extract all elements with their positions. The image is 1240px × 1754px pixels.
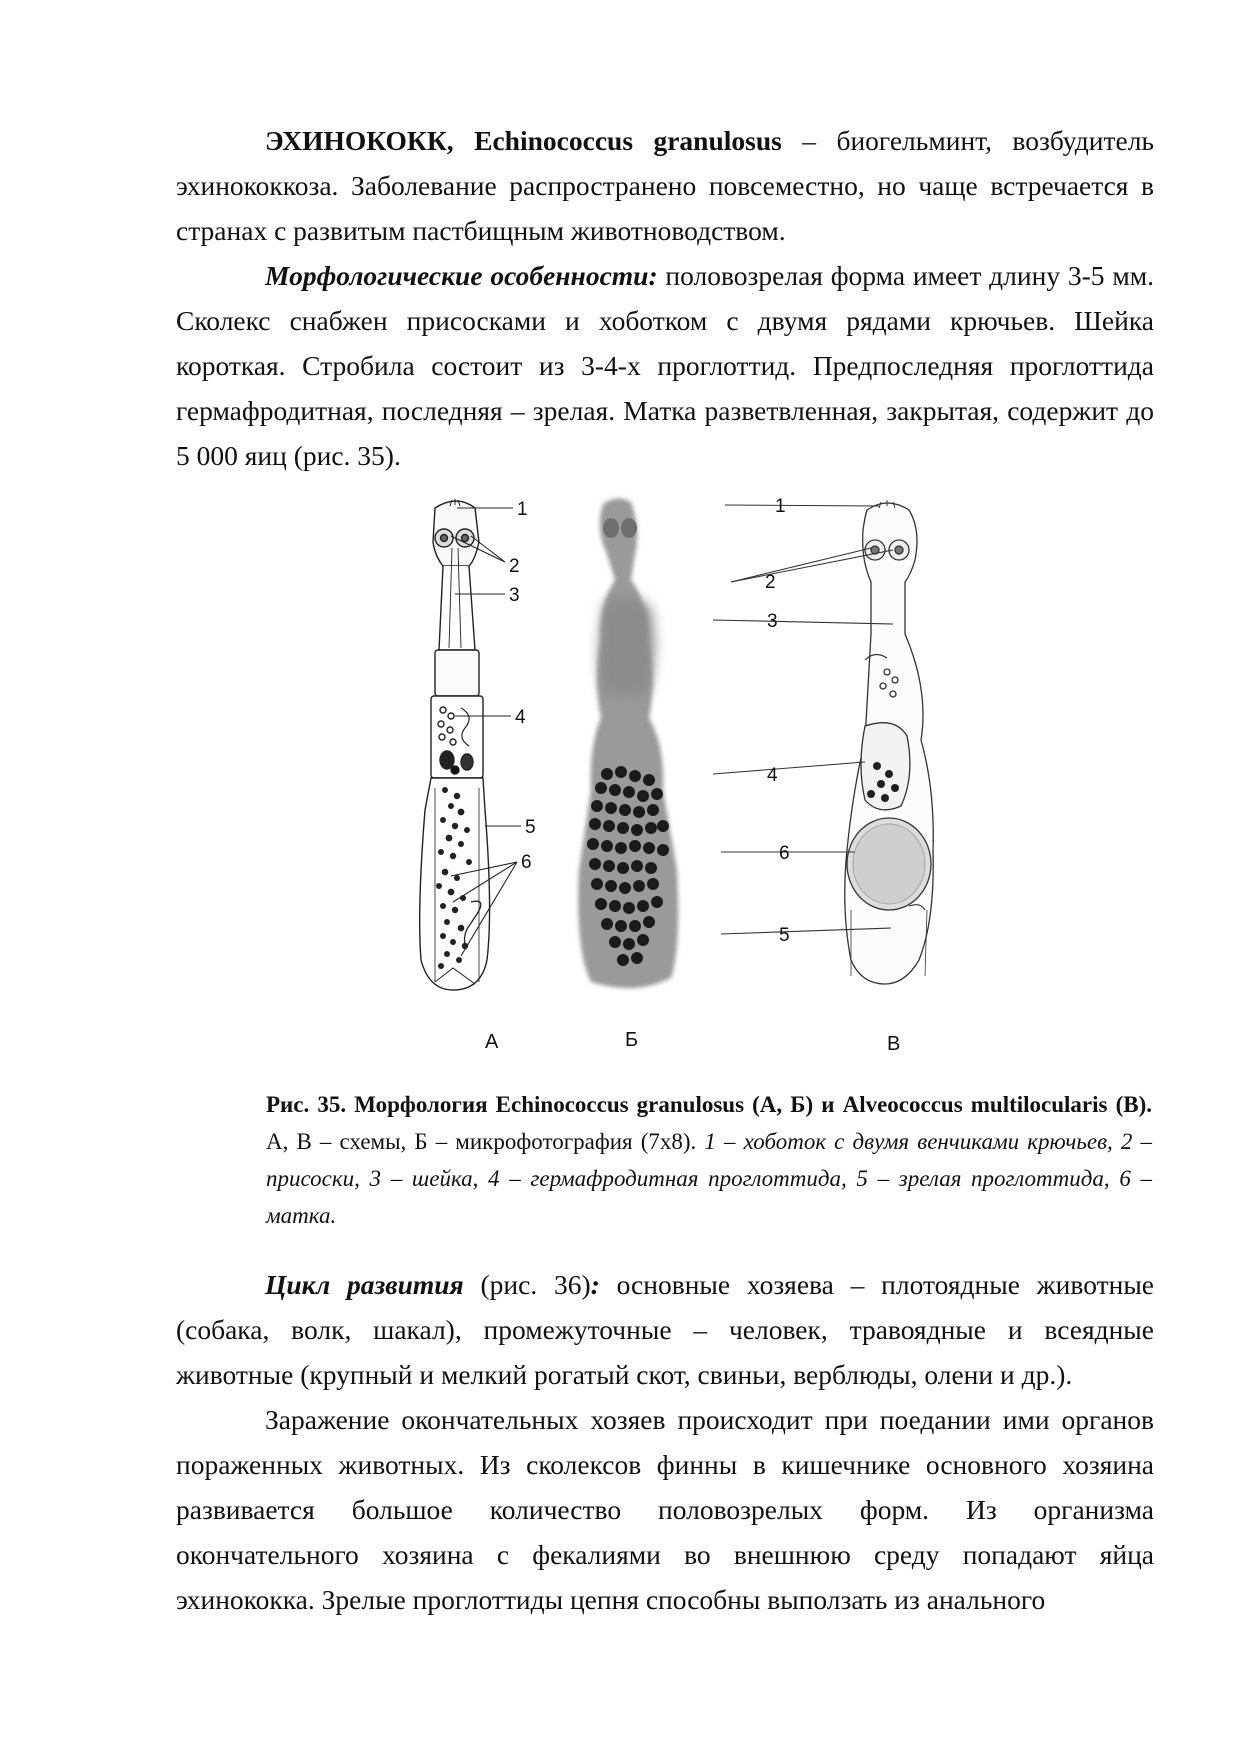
- term-echinococcus: ЭХИНОКОКК, Echinococcus granulosus: [265, 125, 782, 156]
- panel-c-callout-4: 4: [767, 765, 778, 786]
- life-cycle-colon: :: [590, 1269, 600, 1300]
- life-cycle-text: основные хозяева – плотоядные животные (собака, волк, шакал), промежуточные – человек, травоядные и всеядные животные (крупный и мелкий рогатый скот, свиньи, верблюды, олени и др.).: [176, 1269, 1155, 1390]
- panel-c-label: В: [887, 1033, 901, 1055]
- panel-a-callout-2: 2: [509, 556, 520, 577]
- life-cycle-heading: Цикл развития: [265, 1269, 464, 1300]
- infection-text: Заражение окончательных хозяев происходит при поедании ими органов пораженных животных. Из сколексов финны в кишечнике основного хозяина развивается большое количество половозрелых форм. Из организма окончательного хозяина с фекалиями во внешнюю среду попадают яйца эхинококка. Зрелые проглоттиды цепня способны выползать из анального: [176, 1404, 1154, 1615]
- panel-c-diagram: [713, 500, 933, 984]
- intro-text: – биогельминт, возбудитель эхинококкоза. Заболевание распространено повсеместно, но чаще встречается в странах с развитым пастбищным животноводством.: [176, 125, 1154, 246]
- caption-legend: 1 – хоботок с двумя венчиками крючьев, 2 – присоски, 3 – шейка, 4 – гермафродитная проглоттида, 5 – зрелая проглоттида, 6 – матка.: [266, 1129, 1153, 1228]
- caption-title: Рис. 35. Морфология Echinococcus granulosus (А, Б) и Alveococcus multilocularis (В).: [266, 1092, 1152, 1117]
- caption-schemes: А, В – схемы, Б – микрофотография (7х8).: [266, 1129, 705, 1154]
- panel-c-callout-5: 5: [779, 925, 790, 946]
- panel-a-label: А: [485, 1031, 499, 1053]
- panel-c-callout-6: 6: [779, 843, 790, 864]
- paragraph-morphology: [176, 253, 1154, 478]
- paragraph-life-cycle: [176, 1262, 1154, 1397]
- morphology-text: половозрелая форма имеет длину 3-5 мм. Сколекс снабжен присосками и хоботком с двумя рядами крючьев. Шейка короткая. Стробила состоит из 3-4-х проглоттид. Предпоследняя проглоттида гермафродитная, последняя – зрелая. Матка разветвленная, закрытая, содержит до 5 000 яиц (рис. 35).: [176, 260, 1154, 471]
- panel-b-label: Б: [625, 1029, 639, 1051]
- paragraph-intro: [176, 118, 1154, 253]
- panel-a-callout-5: 5: [525, 817, 536, 838]
- panel-a-callout-4: 4: [515, 707, 526, 728]
- figure-35: [395, 490, 1195, 1070]
- panel-a-diagram: [420, 499, 521, 990]
- paragraph-infection: [176, 1397, 1154, 1622]
- panel-a-callout-1: 1: [517, 499, 528, 520]
- figure-caption: [266, 1086, 1152, 1234]
- morphology-heading: Морфологические особенности:: [265, 260, 658, 291]
- panel-c-callout-2: 2: [765, 572, 776, 593]
- panel-c-callout-1: 1: [775, 496, 786, 517]
- panel-c-callout-3: 3: [767, 611, 778, 632]
- life-cycle-ref: (рис. 36): [463, 1269, 591, 1300]
- panel-a-callout-3: 3: [509, 585, 520, 606]
- panel-b-micrograph: [565, 490, 705, 1030]
- panel-a-callout-6: 6: [521, 852, 532, 873]
